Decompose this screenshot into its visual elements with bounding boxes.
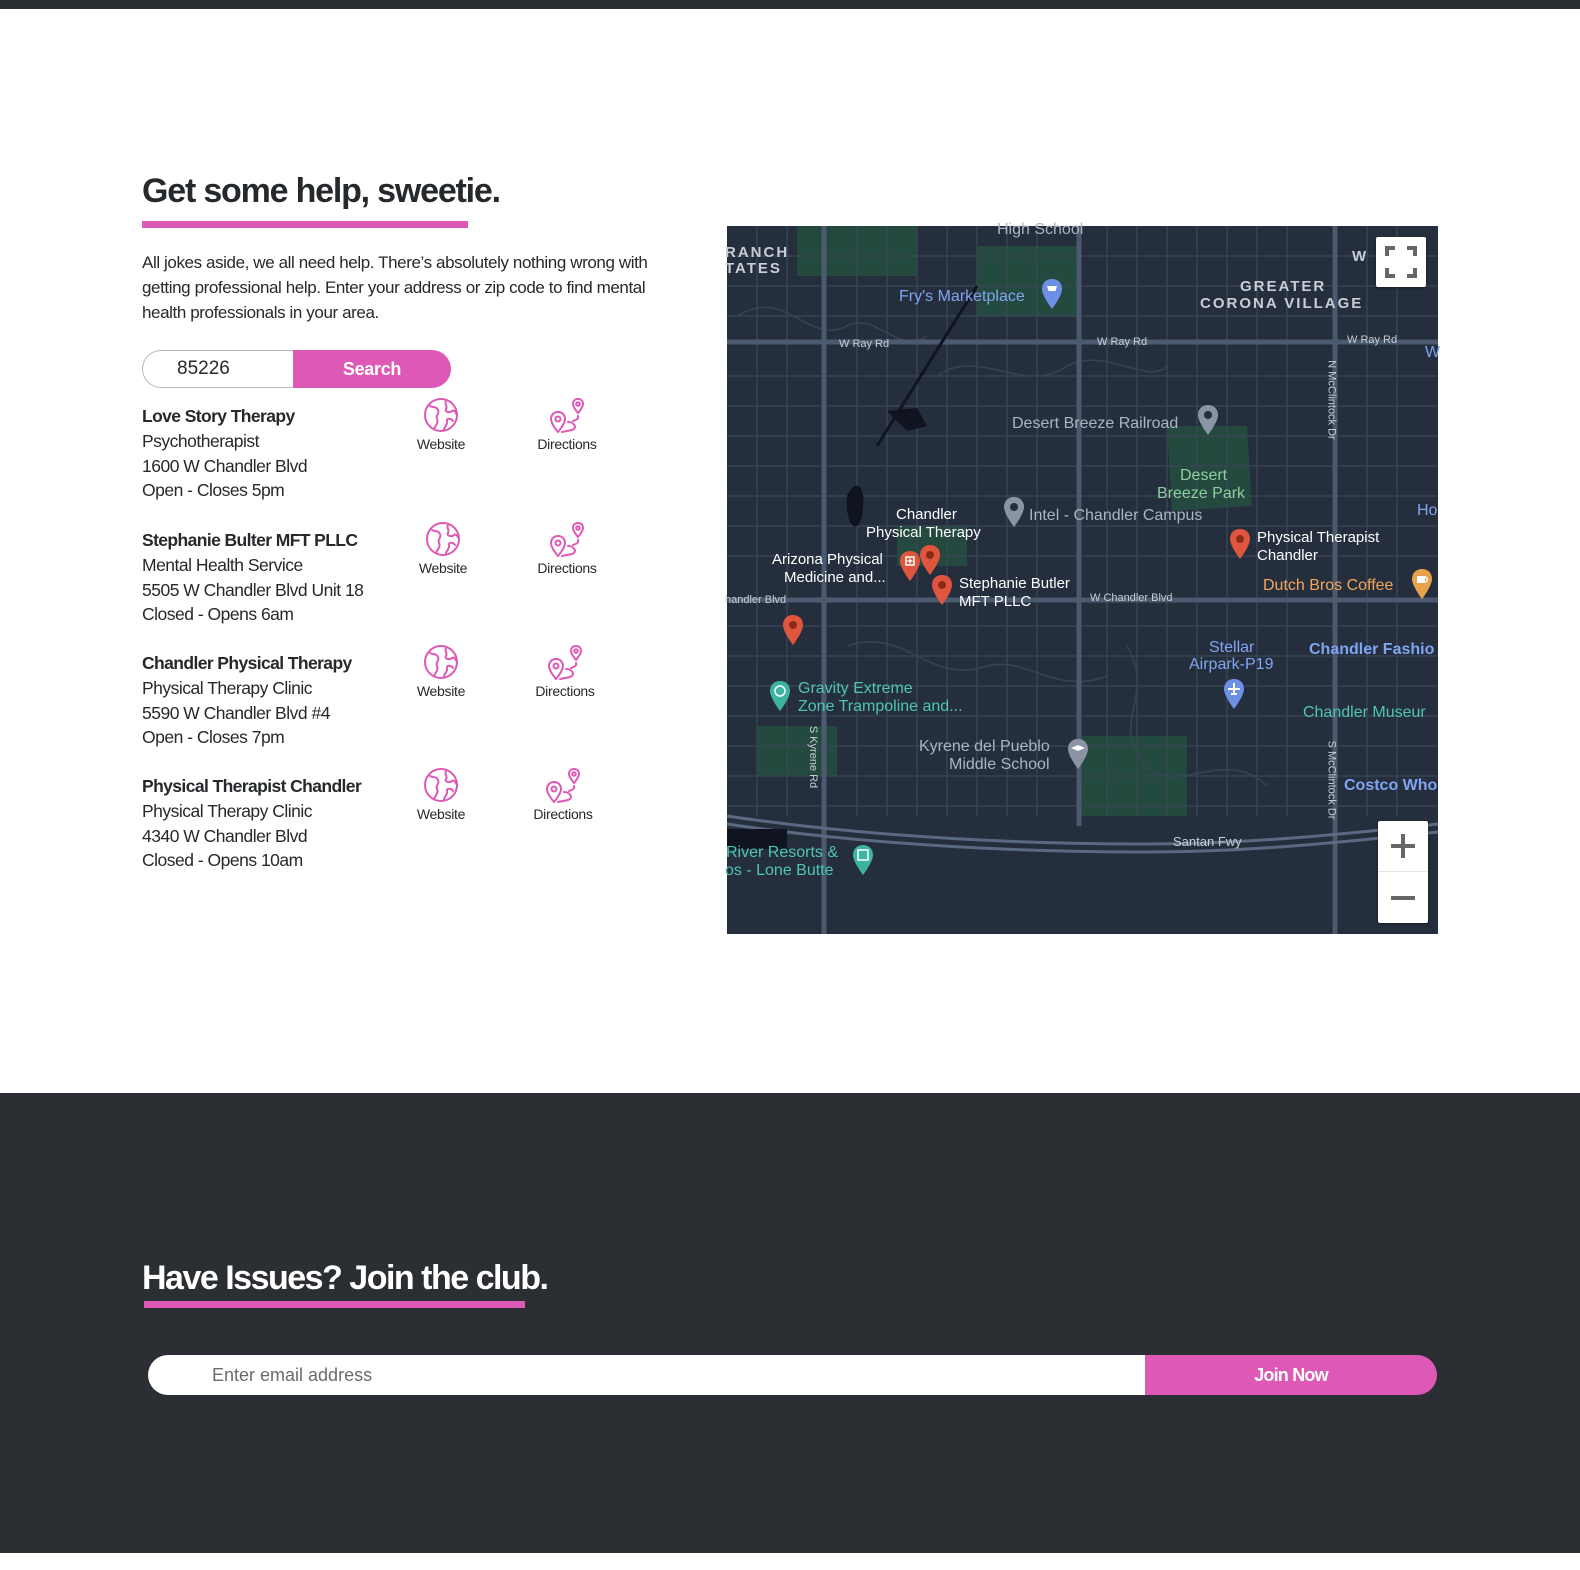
shopping-cart-marker-icon[interactable] bbox=[1041, 278, 1063, 310]
map-label: W Ray Rd bbox=[1347, 334, 1398, 346]
result-type: Psychotherapist bbox=[142, 431, 260, 451]
map-label: Stephanie Butler bbox=[959, 575, 1070, 592]
website-link[interactable] bbox=[396, 643, 486, 705]
map-label: N McClintock Dr bbox=[1325, 360, 1338, 440]
map-label: W Ray Rd bbox=[1097, 336, 1148, 348]
map[interactable] bbox=[725, 221, 1441, 934]
map-label: Chandler Museur bbox=[1303, 704, 1426, 721]
website-label: Website bbox=[416, 436, 466, 452]
website-label: Website bbox=[416, 683, 466, 699]
result-hours: Closed - Opens 6am bbox=[142, 604, 294, 624]
directions-link[interactable] bbox=[520, 643, 610, 705]
result-address: 1600 W Chandler Blvd bbox=[142, 456, 308, 476]
result-item bbox=[142, 653, 702, 763]
map-label: W bbox=[1425, 344, 1441, 361]
location-marker-icon[interactable] bbox=[1197, 404, 1219, 436]
fullscreen-button[interactable] bbox=[1376, 237, 1426, 287]
map-label: handler Blvd bbox=[725, 594, 787, 606]
result-hours: Closed - Opens 10am bbox=[142, 850, 303, 870]
map-label: W bbox=[1352, 248, 1369, 265]
map-label: W Chandler Blvd bbox=[1090, 592, 1173, 604]
website-link[interactable] bbox=[396, 396, 486, 458]
location-marker-icon[interactable] bbox=[1003, 496, 1025, 528]
result-name: Chandler Physical Therapy bbox=[142, 653, 352, 673]
result-name: Stephanie Bulter MFT PLLC bbox=[142, 530, 358, 550]
map-label: GREATER bbox=[1240, 278, 1327, 295]
directions-icon bbox=[548, 520, 586, 558]
map-label: TATES bbox=[725, 260, 782, 277]
map-label: High School bbox=[997, 221, 1084, 238]
school-marker-icon[interactable] bbox=[1067, 738, 1089, 770]
result-item bbox=[142, 406, 702, 516]
location-marker-icon[interactable] bbox=[1229, 528, 1251, 560]
directions-label: Directions bbox=[535, 683, 595, 699]
map-label: Stellar bbox=[1209, 639, 1255, 656]
email-field[interactable] bbox=[148, 1355, 1148, 1395]
search-button[interactable]: Search bbox=[293, 350, 451, 388]
website-link[interactable] bbox=[398, 520, 488, 582]
map-label: CORONA VILLAGE bbox=[1200, 295, 1364, 312]
map-label: Desert Breeze Railroad bbox=[1012, 415, 1179, 432]
map-label: Chandler bbox=[896, 506, 957, 523]
casino-marker-icon[interactable] bbox=[852, 844, 874, 876]
result-type: Physical Therapy Clinic bbox=[142, 678, 313, 698]
newsletter-section bbox=[0, 1093, 1580, 1553]
map-label: W Ray Rd bbox=[839, 338, 890, 350]
result-address: 5505 W Chandler Blvd Unit 18 bbox=[142, 580, 364, 600]
website-link[interactable] bbox=[396, 766, 486, 828]
map-label: Santan Fwy bbox=[1173, 834, 1242, 849]
map-label: Breeze Park bbox=[1157, 485, 1246, 502]
map-label: Physical Therapist bbox=[1257, 529, 1380, 546]
heading-underline bbox=[142, 221, 468, 228]
directions-link[interactable] bbox=[522, 520, 612, 582]
help-heading: Get some help, sweetie. bbox=[142, 172, 500, 210]
result-type: Physical Therapy Clinic bbox=[142, 801, 313, 821]
map-label: Chandler bbox=[1257, 547, 1318, 564]
minus-icon bbox=[1378, 872, 1428, 922]
location-marker-icon[interactable] bbox=[931, 574, 953, 606]
result-address: 4340 W Chandler Blvd bbox=[142, 826, 308, 846]
globe-icon bbox=[424, 520, 462, 558]
directions-icon bbox=[546, 643, 584, 681]
airport-marker-icon[interactable] bbox=[1223, 678, 1245, 710]
zip-input[interactable] bbox=[142, 350, 295, 388]
help-intro-text: All jokes aside, we all need help. There’s absolutely nothing wrong with getting professional help. Enter your address or zip code to find mental health professionals in your area. bbox=[142, 253, 648, 322]
location-marker-icon[interactable] bbox=[919, 544, 941, 576]
map-label: Costco Who bbox=[1344, 777, 1438, 794]
directions-icon bbox=[544, 766, 582, 804]
directions-label: Directions bbox=[537, 560, 597, 576]
map-label: Intel - Chandler Campus bbox=[1029, 507, 1203, 524]
hospital-marker-icon[interactable] bbox=[899, 550, 921, 582]
join-now-button[interactable]: Join Now bbox=[1145, 1355, 1437, 1395]
result-name: Love Story Therapy bbox=[142, 406, 295, 426]
result-item bbox=[142, 530, 702, 640]
map-label: S Kyrene Rd bbox=[807, 725, 820, 789]
globe-icon bbox=[422, 643, 460, 681]
heading-underline bbox=[144, 1301, 525, 1308]
result-address: 5590 W Chandler Blvd #4 bbox=[142, 703, 330, 723]
zoom-controls bbox=[1378, 821, 1428, 923]
map-label: Kyrene del Pueblo bbox=[919, 738, 1050, 755]
map-label: Zone Trampoline and... bbox=[798, 698, 963, 715]
search-form bbox=[142, 350, 451, 388]
map-label: River Resorts & bbox=[726, 844, 839, 861]
fullscreen-icon bbox=[1376, 237, 1426, 287]
map-label: os - Lone Butte bbox=[725, 862, 834, 879]
map-label: Physical Therapy bbox=[866, 524, 981, 541]
result-hours: Open - Closes 5pm bbox=[142, 480, 285, 500]
map-label: Ho bbox=[1417, 502, 1438, 519]
map-label: S McClintock Dr bbox=[1325, 740, 1338, 820]
top-bar bbox=[0, 0, 1580, 9]
map-label: Dutch Bros Coffee bbox=[1263, 577, 1394, 594]
map-label: Medicine and... bbox=[784, 569, 886, 586]
map-label: Chandler Fashio bbox=[1309, 641, 1435, 658]
club-heading: Have Issues? Join the club. bbox=[142, 1259, 548, 1297]
result-type: Mental Health Service bbox=[142, 555, 303, 575]
location-marker-icon[interactable] bbox=[782, 614, 804, 646]
result-hours: Open - Closes 7pm bbox=[142, 727, 285, 747]
zoom-out-button[interactable] bbox=[1378, 872, 1428, 922]
map-label: Desert bbox=[1180, 467, 1228, 484]
result-item bbox=[142, 776, 702, 886]
directions-label: Directions bbox=[537, 436, 597, 452]
map-label: MFT PLLC bbox=[959, 593, 1032, 610]
globe-icon bbox=[422, 766, 460, 804]
coffee-marker-icon[interactable] bbox=[1411, 568, 1433, 600]
website-label: Website bbox=[418, 560, 468, 576]
park-marker-icon[interactable] bbox=[769, 680, 791, 712]
globe-icon bbox=[422, 396, 460, 434]
result-name: Physical Therapist Chandler bbox=[142, 776, 362, 796]
directions-label: Directions bbox=[533, 806, 593, 822]
directions-link[interactable] bbox=[518, 766, 608, 828]
map-label: Fry's Marketplace bbox=[899, 288, 1025, 305]
zoom-in-button[interactable] bbox=[1378, 821, 1428, 872]
website-label: Website bbox=[416, 806, 466, 822]
map-label: Arizona Physical bbox=[772, 551, 883, 568]
directions-link[interactable] bbox=[522, 396, 612, 458]
directions-icon bbox=[548, 396, 586, 434]
map-label: Middle School bbox=[949, 756, 1050, 773]
map-label: Airpark-P19 bbox=[1189, 656, 1274, 673]
map-label: Gravity Extreme bbox=[798, 680, 913, 697]
plus-icon bbox=[1378, 821, 1428, 871]
map-label: RANCH bbox=[725, 244, 790, 261]
